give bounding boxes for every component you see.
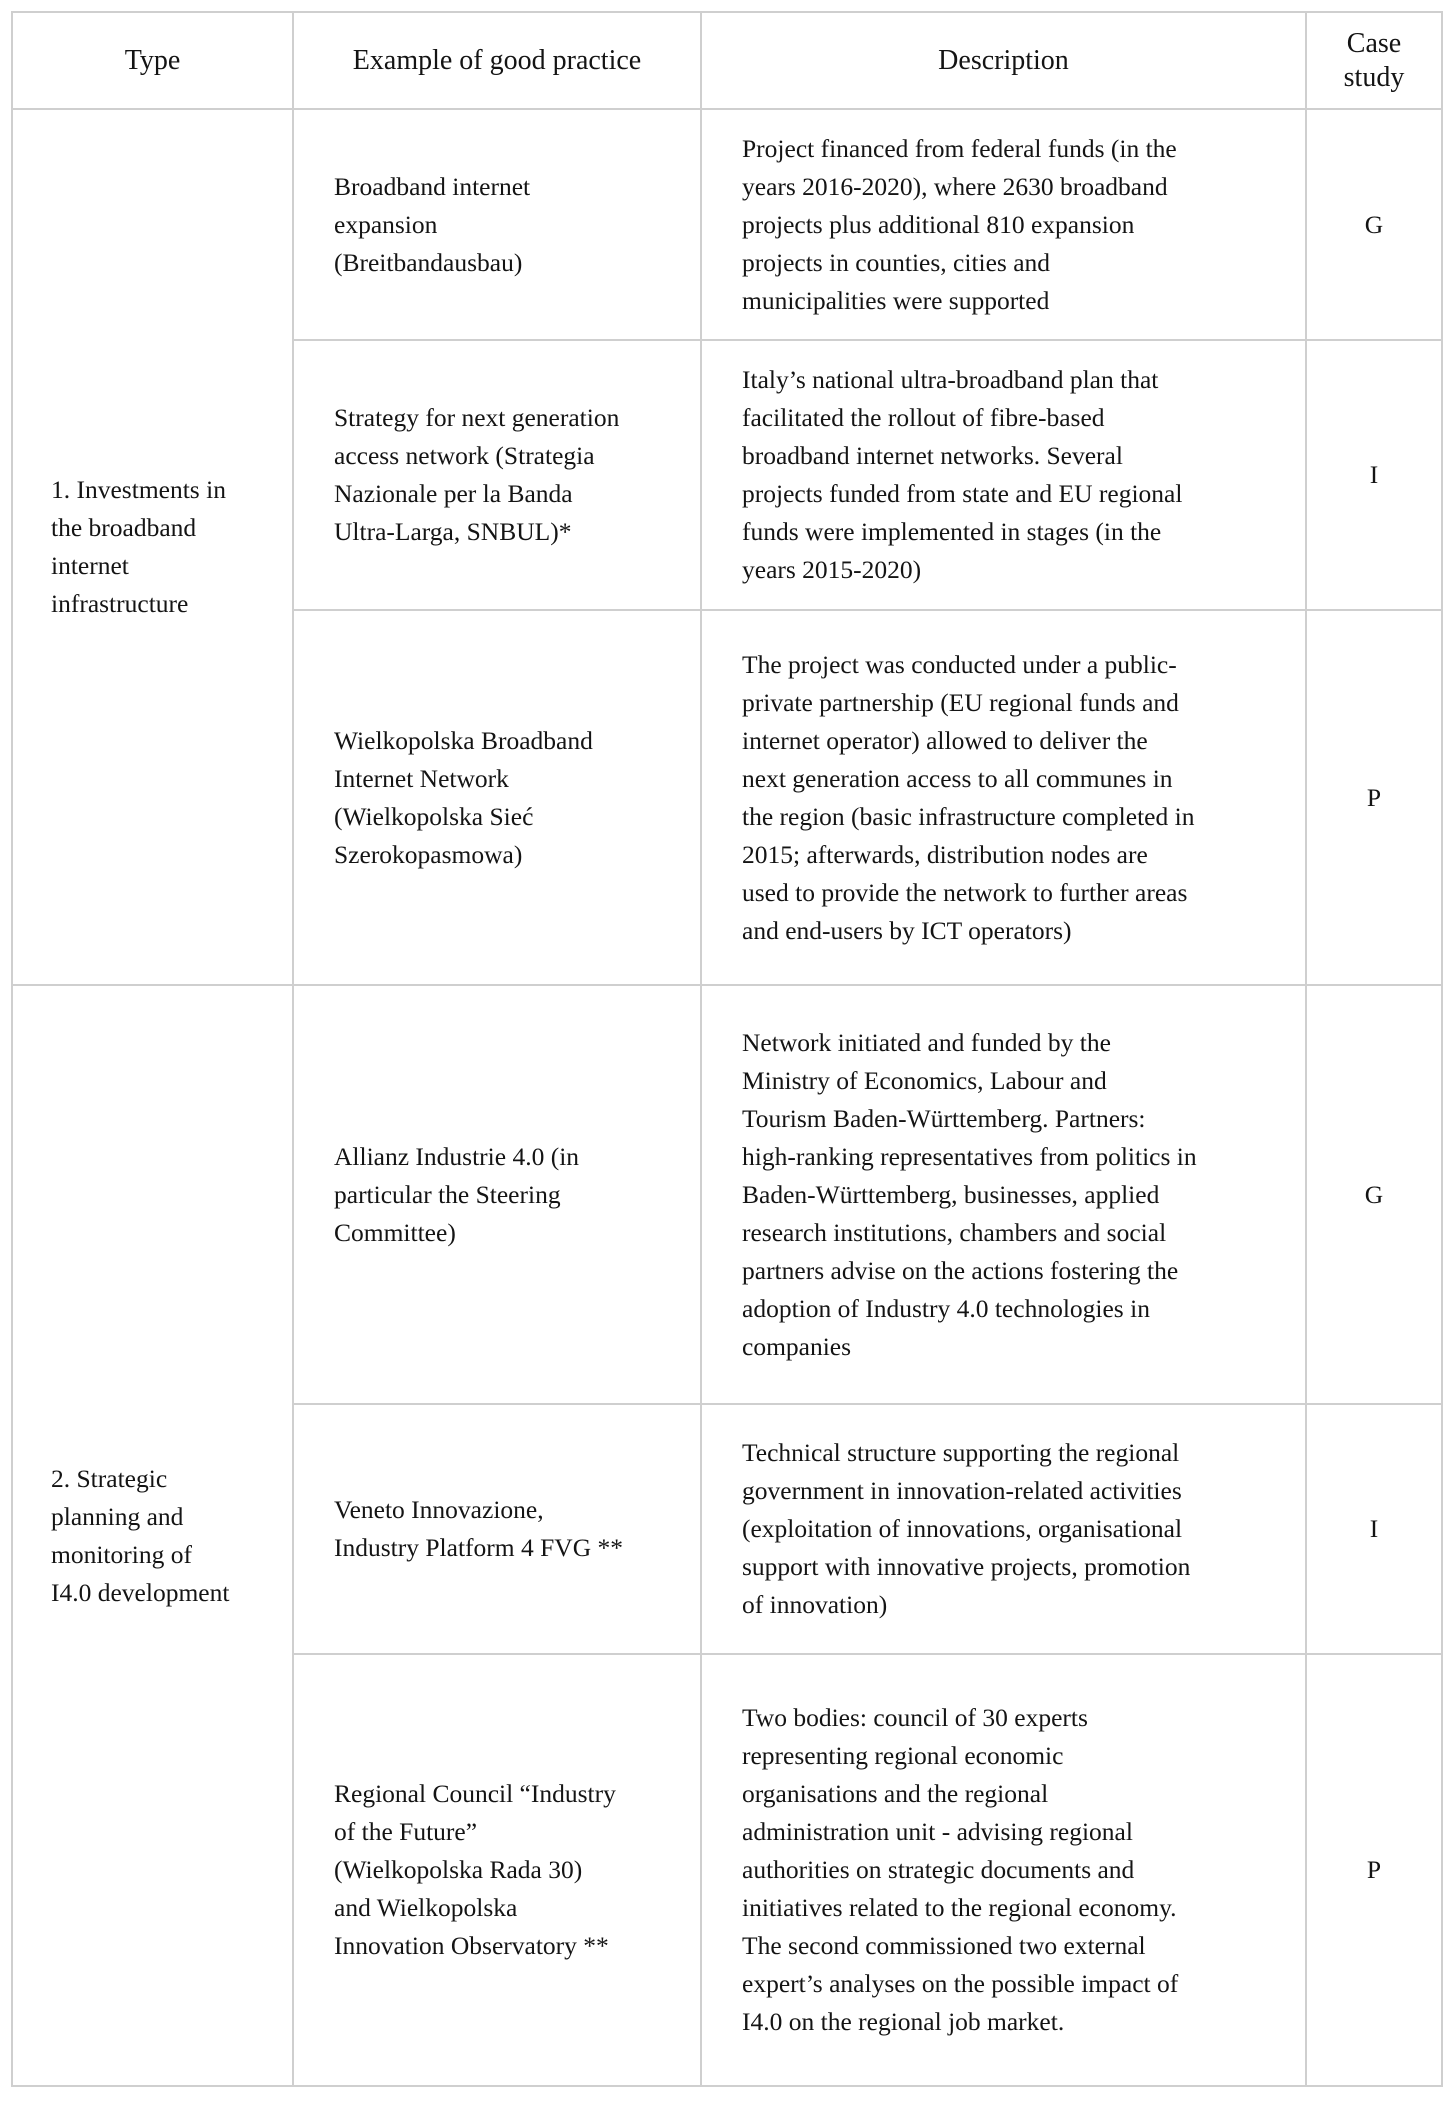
description-cell: Two bodies: council of 30 experts representing regional economic organisations and the regional administration unit - advising regional authorities on strategic documents and initiatives related to the regional economy. The second commissioned two external expert’s analyses on the possible impact of I4.0 on the regional job market. <box>701 1654 1306 2086</box>
description-cell: Project financed from federal funds (in the years 2016-2020), where 2630 broadband projects plus additional 810 expansion projects in counties, cities and municipalities were supported <box>701 109 1306 340</box>
table-row <box>12 109 1442 340</box>
description-cell: Network initiated and funded by the Ministry of Economics, Labour and Tourism Baden-Württemberg. Partners: high-ranking representatives from politics in Baden-Württemberg, businesses, applied research institutions, chambers and social partners advise on the actions fostering the adoption of Industry 4.0 technologies in companies <box>701 985 1306 1404</box>
good-practices-table <box>11 11 1443 2087</box>
example-cell: Veneto Innovazione, Industry Platform 4 FVG ** <box>293 1404 701 1654</box>
header-type: Type <box>12 12 293 109</box>
example-cell: Allianz Industrie 4.0 (in particular the Steering Committee) <box>293 985 701 1404</box>
case-study-cell: P <box>1306 1654 1442 2086</box>
description-cell: The project was conducted under a public- private partnership (EU regional funds and internet operator) allowed to deliver the next generation access to all communes in the region (basic infrastructure completed in 2015; afterwards, distribution nodes are used to provide the network to further areas and end-users by ICT operators) <box>701 610 1306 985</box>
example-cell: Broadband internet expansion (Breitbandausbau) <box>293 109 701 340</box>
header-example: Example of good practice <box>293 12 701 109</box>
example-cell: Regional Council “Industry of the Future” (Wielkopolska Rada 30) and Wielkopolska Innovation Observatory ** <box>293 1654 701 2086</box>
header-row <box>12 12 1442 109</box>
case-study-cell: I <box>1306 340 1442 610</box>
description-cell: Italy’s national ultra-broadband plan that facilitated the rollout of fibre-based broadband internet networks. Several projects funded from state and EU regional funds were implemented in stages (in the years 2015-2020) <box>701 340 1306 610</box>
type-cell: 2. Strategic planning and monitoring of I4.0 development <box>12 985 293 2086</box>
case-study-cell: G <box>1306 985 1442 1404</box>
header-description: Description <box>701 12 1306 109</box>
table-row <box>12 985 1442 1404</box>
case-study-cell: I <box>1306 1404 1442 1654</box>
case-study-cell: P <box>1306 610 1442 985</box>
type-cell: 1. Investments in the broadband internet infrastructure <box>12 109 293 985</box>
description-cell: Technical structure supporting the regional government in innovation-related activities (exploitation of innovations, organisational support with innovative projects, promotion of innovation) <box>701 1404 1306 1654</box>
example-cell: Strategy for next generation access network (Strategia Nazionale per la Banda Ultra-Larga, SNBUL)* <box>293 340 701 610</box>
header-case-study: Case study <box>1306 12 1442 109</box>
case-study-cell: G <box>1306 109 1442 340</box>
example-cell: Wielkopolska Broadband Internet Network (Wielkopolska Sieć Szerokopasmowa) <box>293 610 701 985</box>
